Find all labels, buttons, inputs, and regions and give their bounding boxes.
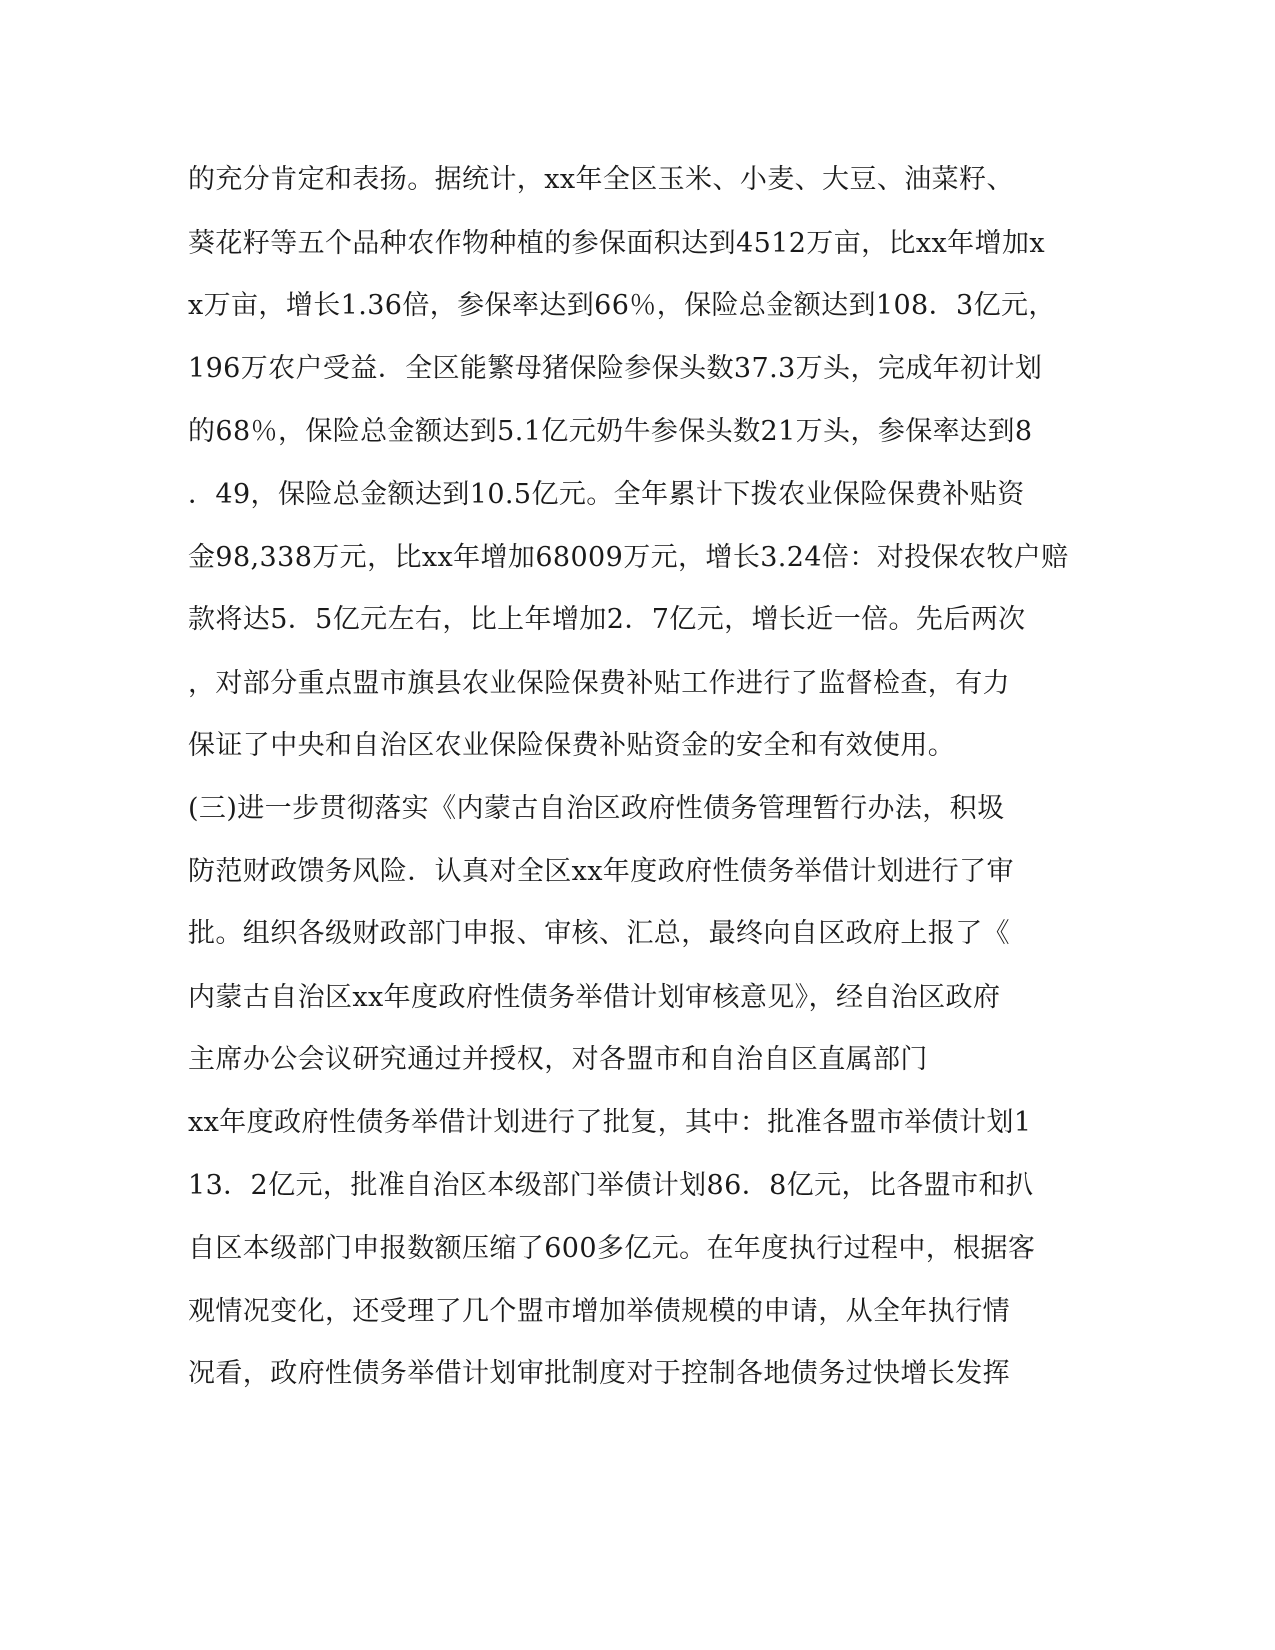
- text-line: 主席办公会议研究通过并授权，对各盟市和自治自区直属部门: [188, 1044, 928, 1075]
- text-line: ，对部分重点盟市旗县农业保险保费补贴工作进行了监督检查，有力: [188, 668, 1010, 699]
- text-line: 观情况变化，还受理了几个盟市增加举债规模的申请，从全年执行情: [188, 1296, 1010, 1327]
- text-line: x万亩，增长1.36倍，参保率达到66％，保险总金额达到108．3亿元，: [188, 290, 1056, 321]
- text-line: 自区本级部门申报数额压缩了600多亿元。在年度执行过程中，根据客: [188, 1233, 1036, 1264]
- text-line: (三)进一步贯彻落实《内蒙古自治区政府性债务管理暂行办法，积圾: [188, 793, 1005, 824]
- text-line: 葵花籽等五个品种农作物种植的参保面积达到4512万亩，比xx年增加x: [188, 228, 1045, 259]
- text-line: 批。组织各级财政部门申报、审核、汇总，最终向自区政府上报了《: [188, 918, 1010, 949]
- text-line: 的68％，保险总金额达到5.1亿元奶牛参保头数21万头，参保率达到8: [188, 416, 1033, 447]
- text-line: 内蒙古自治区xx年度政府性债务举借计划审核意见》，经自治区政府: [188, 982, 1001, 1013]
- text-line: 款将达5．5亿元左右，比上年增加2．7亿元，增长近一倍。先后两次: [188, 604, 1026, 635]
- text-line: 金98,338万元，比xx年增加68009万元，增长3.24倍：对投保农牧户赔: [188, 542, 1069, 573]
- text-line: xx年度政府性债务举借计划进行了批复，其中：批准各盟市举债计划1: [188, 1107, 1032, 1138]
- text-line: 的充分肯定和表扬。据统计，xx年全区玉米、小麦、大豆、油菜籽、: [188, 164, 1014, 195]
- text-line: 况看，政府性债务举借计划审批制度对于控制各地债务过快增长发挥: [188, 1358, 1010, 1389]
- text-line: 13．2亿元，批准自治区本级部门举债计划86．8亿元，比各盟市和扒: [188, 1170, 1034, 1201]
- text-line: ．49，保险总金额达到10.5亿元。全年累计下拨农业保险保费补贴资: [188, 479, 1025, 510]
- text-line: 防范财政馈务风险．认真对全区xx年度政府性债务举借计划进行了审: [188, 856, 1014, 887]
- text-line: 保证了中央和自治区农业保险保费补贴资金的安全和有效使用。: [188, 730, 956, 761]
- text-line: 196万农户受益．全区能繁母猪保险参保头数37.3万头，完成年初计划: [188, 353, 1043, 384]
